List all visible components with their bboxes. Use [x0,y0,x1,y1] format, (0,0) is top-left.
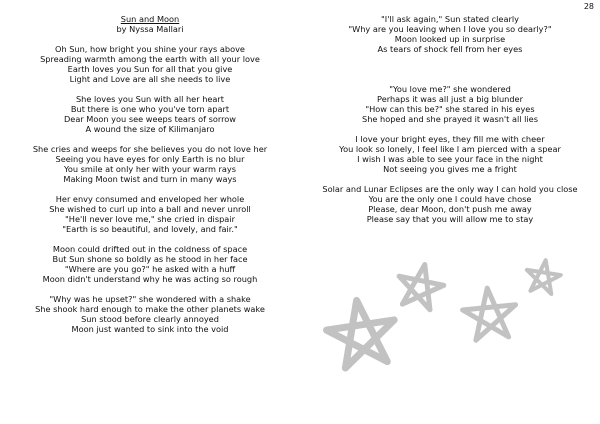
poem-title: Sun and Moon [120,14,180,24]
poem-line: "Where are you go?" he asked with a huff [64,264,236,274]
poem-line: "I'll ask again," Sun stated clearly [381,14,519,24]
poem-line: Moon just wanted to sink into the void [71,324,229,334]
stanza [300,64,600,74]
poem-line: Not seeing you gives me a fright [383,164,517,174]
poem-left-column [0,14,300,344]
poem-line: She hoped and she prayed it wasn't all lies [362,114,538,124]
stanza [300,84,600,124]
poem-line: "How can this be?" she stared in his eyes [365,104,535,114]
poem-line: I love your bright eyes, they fill me with cheer [355,134,545,144]
poem-line: Please, dear Moon, don't push me away [368,204,532,214]
star-icon [399,265,444,310]
poem-line: "Why was he upset?" she wondered with a shake [49,294,251,304]
poem-line: Seeing you have eyes for only Earth is no blur [55,154,245,164]
stanza [0,44,300,84]
stanza [0,294,300,334]
poem-line: Sun stood before clearly annoyed [81,314,219,324]
poem-line: "He'll never love me," she cried in dispair [65,214,235,224]
poem-line: You are the only one I could have chose [368,194,532,204]
poem-line: Solar and Lunar Eclipses are the only way I can hold you close [322,184,578,194]
poem-line: She shook hard enough to make the other planets wake [35,304,265,314]
stanza [0,144,300,184]
poem-line: I wish I was able to see your face in the night [357,154,543,164]
poem-line: "Why are you leaving when I love you so dearly?" [348,24,552,34]
poem-line: She wished to curl up into a ball and never unroll [49,204,251,214]
poem-line: A wound the size of Kilimanjaro [85,124,215,134]
poem-line: But Sun shone so boldly as he stood in her face [52,254,248,264]
star-icon [527,260,561,294]
stanza [300,184,600,224]
poem-line: She loves you Sun with all her heart [75,94,225,104]
poem-right-column [300,14,600,234]
star-icon [463,288,516,340]
poem-line: Light and Love are all she needs to live [69,74,231,84]
poem-line: Earth loves you Sun for all that you give [67,64,233,74]
poem-line [300,64,600,74]
poem-line: As tears of shock fell from her eyes [377,44,523,54]
poem-byline: by Nyssa Mallari [116,24,184,34]
stars-decoration [320,258,580,378]
stanza [0,94,300,134]
stanza [0,194,300,234]
poem-line: Making Moon twist and turn in many ways [63,174,237,184]
stanza [0,244,300,284]
poem-line: Moon looked up in surprise [394,34,506,44]
poem-line: Dear Moon you see weeps tears of sorrow [63,114,236,124]
poem-line: You smile at only her with your warm rays [63,164,237,174]
poem-line: Oh Sun, how bright you shine your rays above [55,44,245,54]
poem-line: Moon didn't understand why he was acting so rough [42,274,258,284]
star-icon [327,300,395,368]
poem-line: But there is one who you've torn apart [70,104,230,114]
poem-line: "You love me?" she wondered [389,84,511,94]
poem-line: She cries and weeps for she believes you do not love her [32,144,268,154]
stanza [300,134,600,174]
poem-line: You look so lonely, I feel like I am pierced with a spear [339,144,561,154]
stanza [300,14,600,54]
poem-line: Please say that you will allow me to stay [366,214,534,224]
poem-line: Her envy consumed and enveloped her whole [55,194,245,204]
page-number: 28 [583,2,594,11]
poem-line: Perhaps it was all just a big blunder [377,94,523,104]
poem-line: "Earth is so beautiful, and lovely, and fair." [62,224,238,234]
poem-line: Moon could drifted out in the coldness of space [52,244,248,254]
poem-line: Spreading warmth among the earth with all your love [40,54,260,64]
